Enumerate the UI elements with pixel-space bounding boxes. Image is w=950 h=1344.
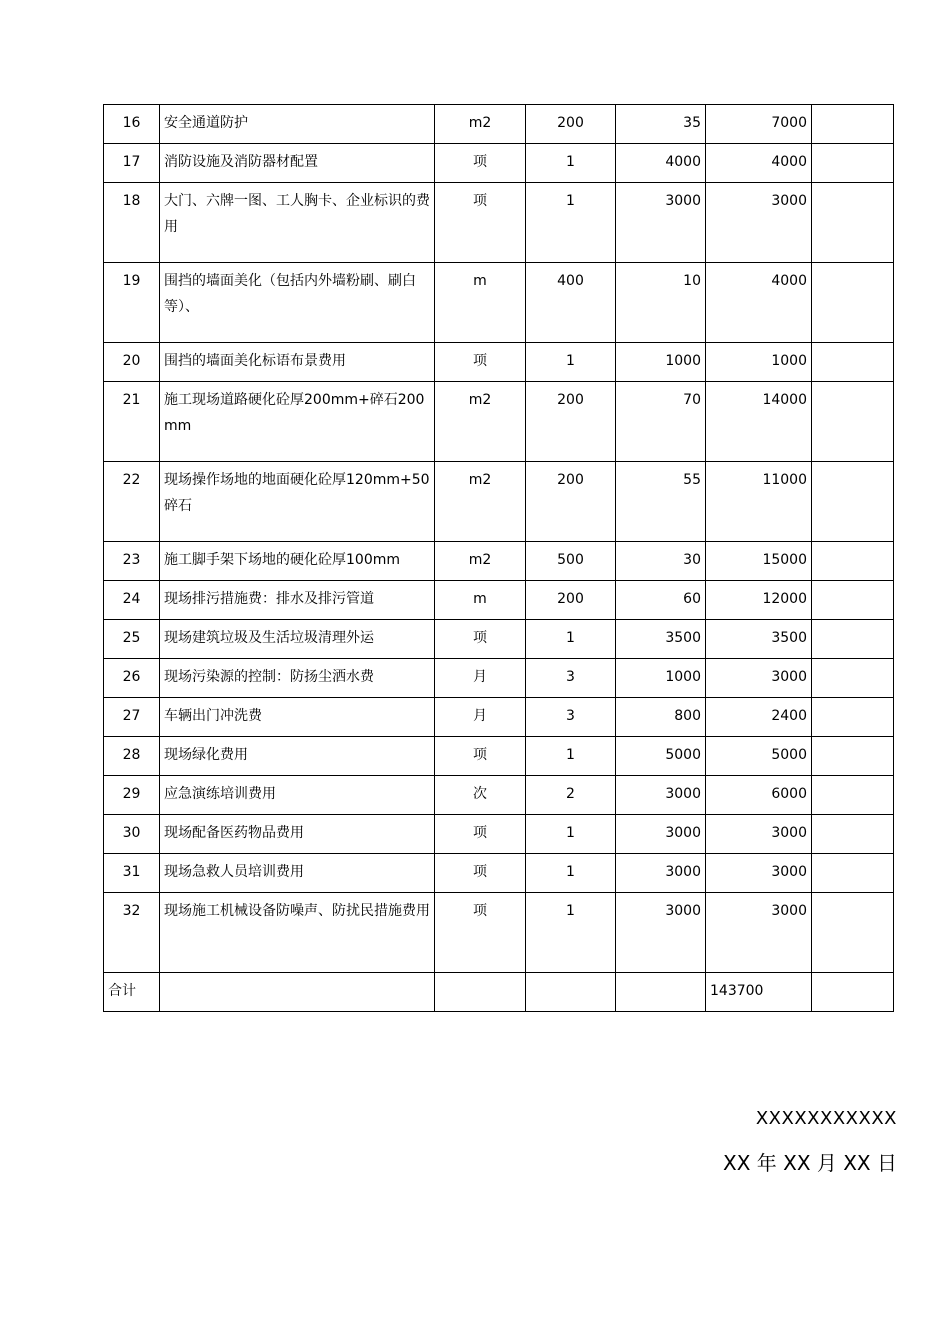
row-unit-price: 55 <box>616 462 706 542</box>
row-unit: 次 <box>435 776 526 815</box>
row-amount: 4000 <box>706 144 812 183</box>
row-quantity: 1 <box>526 620 616 659</box>
table-row <box>104 854 894 893</box>
row-remark <box>812 776 894 815</box>
table-row <box>104 183 894 263</box>
row-remark <box>812 183 894 263</box>
row-quantity: 1 <box>526 815 616 854</box>
row-amount: 15000 <box>706 542 812 581</box>
row-unit: 项 <box>435 854 526 893</box>
row-item-name: 施工现场道路硬化砼厚200mm+碎石200mm <box>160 382 435 462</box>
row-number: 21 <box>104 382 160 462</box>
row-unit: 项 <box>435 815 526 854</box>
row-remark <box>812 620 894 659</box>
row-remark <box>812 263 894 343</box>
row-remark <box>812 542 894 581</box>
row-item-name: 现场排污措施费：排水及排污管道 <box>160 581 435 620</box>
row-remark <box>812 698 894 737</box>
row-unit-price: 60 <box>616 581 706 620</box>
row-number: 23 <box>104 542 160 581</box>
total-empty-qty <box>526 973 616 1012</box>
row-number: 27 <box>104 698 160 737</box>
row-number: 18 <box>104 183 160 263</box>
table-row <box>104 105 894 144</box>
row-amount: 5000 <box>706 737 812 776</box>
row-number: 17 <box>104 144 160 183</box>
table-row <box>104 263 894 343</box>
row-number: 28 <box>104 737 160 776</box>
row-number: 25 <box>104 620 160 659</box>
row-item-name: 消防设施及消防器材配置 <box>160 144 435 183</box>
row-unit: m2 <box>435 462 526 542</box>
row-unit-price: 3000 <box>616 183 706 263</box>
signature-date: XX 年 XX 月 XX 日 <box>723 1151 897 1175</box>
row-number: 16 <box>104 105 160 144</box>
row-unit: 月 <box>435 659 526 698</box>
row-amount: 6000 <box>706 776 812 815</box>
row-remark <box>812 815 894 854</box>
table-row <box>104 382 894 462</box>
row-unit-price: 3000 <box>616 815 706 854</box>
row-remark <box>812 144 894 183</box>
row-number: 26 <box>104 659 160 698</box>
row-number: 30 <box>104 815 160 854</box>
row-unit-price: 30 <box>616 542 706 581</box>
row-quantity: 3 <box>526 659 616 698</box>
row-quantity: 200 <box>526 382 616 462</box>
row-amount: 11000 <box>706 462 812 542</box>
row-amount: 3000 <box>706 659 812 698</box>
row-amount: 12000 <box>706 581 812 620</box>
row-unit: 月 <box>435 698 526 737</box>
table-row <box>104 581 894 620</box>
row-unit-price: 3000 <box>616 776 706 815</box>
row-unit-price: 3000 <box>616 893 706 973</box>
row-item-name: 现场急救人员培训费用 <box>160 854 435 893</box>
row-unit-price: 1000 <box>616 343 706 382</box>
row-item-name: 应急演练培训费用 <box>160 776 435 815</box>
row-quantity: 2 <box>526 776 616 815</box>
row-quantity: 1 <box>526 343 616 382</box>
row-remark <box>812 659 894 698</box>
row-quantity: 400 <box>526 263 616 343</box>
row-amount: 1000 <box>706 343 812 382</box>
table-row <box>104 698 894 737</box>
row-amount: 3000 <box>706 183 812 263</box>
row-item-name: 现场绿化费用 <box>160 737 435 776</box>
row-quantity: 1 <box>526 737 616 776</box>
row-number: 22 <box>104 462 160 542</box>
row-unit-price: 70 <box>616 382 706 462</box>
row-item-name: 现场操作场地的地面硬化砼厚120mm+50碎石 <box>160 462 435 542</box>
row-item-name: 现场配备医药物品费用 <box>160 815 435 854</box>
row-amount: 4000 <box>706 263 812 343</box>
total-empty-remark <box>812 973 894 1012</box>
table-row <box>104 776 894 815</box>
row-unit-price: 800 <box>616 698 706 737</box>
row-number: 20 <box>104 343 160 382</box>
cost-table <box>103 104 894 1012</box>
table-row <box>104 893 894 973</box>
row-unit-price: 35 <box>616 105 706 144</box>
row-quantity: 3 <box>526 698 616 737</box>
signature-company: XXXXXXXXXXX <box>755 1108 897 1129</box>
row-remark <box>812 581 894 620</box>
row-number: 19 <box>104 263 160 343</box>
row-quantity: 1 <box>526 144 616 183</box>
row-quantity: 1 <box>526 183 616 263</box>
table-row <box>104 144 894 183</box>
row-unit: 项 <box>435 183 526 263</box>
row-item-name: 现场建筑垃圾及生活垃圾清理外运 <box>160 620 435 659</box>
row-unit: 项 <box>435 144 526 183</box>
row-item-name: 车辆出门冲洗费 <box>160 698 435 737</box>
row-unit: m2 <box>435 542 526 581</box>
row-remark <box>812 343 894 382</box>
row-unit-price: 5000 <box>616 737 706 776</box>
row-amount: 3500 <box>706 620 812 659</box>
row-item-name: 施工脚手架下场地的硬化砼厚100mm <box>160 542 435 581</box>
row-number: 31 <box>104 854 160 893</box>
total-row <box>104 973 894 1012</box>
row-unit: m <box>435 581 526 620</box>
table-row <box>104 737 894 776</box>
table-row <box>104 815 894 854</box>
table-row <box>104 462 894 542</box>
row-unit-price: 1000 <box>616 659 706 698</box>
total-empty-name <box>160 973 435 1012</box>
row-quantity: 1 <box>526 854 616 893</box>
row-quantity: 200 <box>526 581 616 620</box>
row-item-name: 大门、六牌一图、工人胸卡、企业标识的费用 <box>160 183 435 263</box>
row-amount: 3000 <box>706 893 812 973</box>
row-item-name: 安全通道防护 <box>160 105 435 144</box>
row-remark <box>812 737 894 776</box>
row-quantity: 1 <box>526 893 616 973</box>
row-item-name: 围挡的墙面美化（包括内外墙粉刷、刷白等）、 <box>160 263 435 343</box>
table-row <box>104 659 894 698</box>
row-item-name: 围挡的墙面美化标语布景费用 <box>160 343 435 382</box>
row-unit-price: 4000 <box>616 144 706 183</box>
row-number: 29 <box>104 776 160 815</box>
total-empty-unit <box>435 973 526 1012</box>
row-number: 32 <box>104 893 160 973</box>
row-unit: 项 <box>435 620 526 659</box>
row-unit-price: 3500 <box>616 620 706 659</box>
row-remark <box>812 105 894 144</box>
row-unit-price: 3000 <box>616 854 706 893</box>
row-unit-price: 10 <box>616 263 706 343</box>
cost-table-body <box>104 105 894 973</box>
row-quantity: 200 <box>526 105 616 144</box>
row-remark <box>812 462 894 542</box>
table-row <box>104 620 894 659</box>
row-unit: m <box>435 263 526 343</box>
row-item-name: 现场污染源的控制：防扬尘洒水费 <box>160 659 435 698</box>
total-amount: 143700 <box>706 973 812 1012</box>
total-label: 合计 <box>104 973 160 1012</box>
row-unit: m2 <box>435 382 526 462</box>
table-row <box>104 542 894 581</box>
row-remark <box>812 382 894 462</box>
row-item-name: 现场施工机械设备防噪声、防扰民措施费用 <box>160 893 435 973</box>
row-amount: 7000 <box>706 105 812 144</box>
row-amount: 14000 <box>706 382 812 462</box>
row-amount: 3000 <box>706 854 812 893</box>
row-quantity: 200 <box>526 462 616 542</box>
row-unit: m2 <box>435 105 526 144</box>
table-row <box>104 343 894 382</box>
row-amount: 3000 <box>706 815 812 854</box>
row-unit: 项 <box>435 737 526 776</box>
row-number: 24 <box>104 581 160 620</box>
row-amount: 2400 <box>706 698 812 737</box>
total-empty-price <box>616 973 706 1012</box>
row-unit: 项 <box>435 343 526 382</box>
row-remark <box>812 854 894 893</box>
row-remark <box>812 893 894 973</box>
row-quantity: 500 <box>526 542 616 581</box>
row-unit: 项 <box>435 893 526 973</box>
